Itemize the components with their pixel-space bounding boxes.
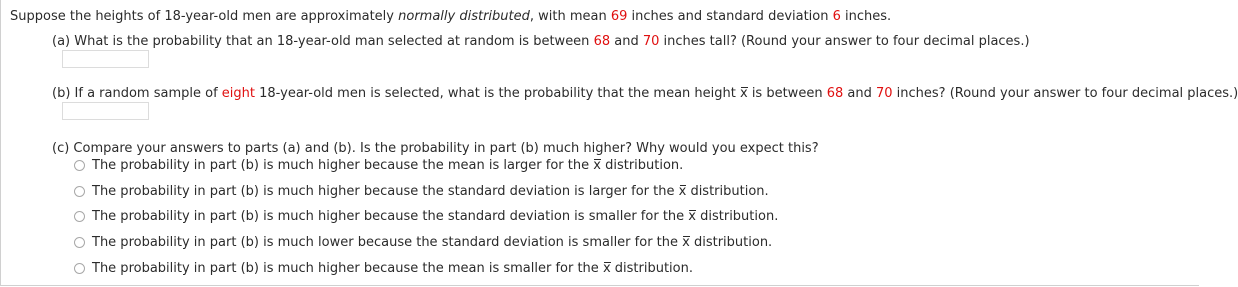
x-bar-symbol: x bbox=[682, 235, 690, 250]
x-bar-symbol: x bbox=[688, 209, 696, 224]
option-2-radio[interactable] bbox=[74, 186, 85, 197]
part-b-text: is between bbox=[747, 86, 827, 101]
x-bar-symbol: x bbox=[678, 184, 687, 199]
part-b-answer-input[interactable] bbox=[62, 102, 149, 120]
part-a-text: and bbox=[610, 34, 643, 49]
part-b-low-value: 68 bbox=[826, 86, 844, 101]
mean-value: 69 bbox=[610, 9, 628, 24]
option-3-radio[interactable] bbox=[74, 211, 85, 222]
option-text: distribution. bbox=[600, 158, 684, 173]
part-a-high-value: 70 bbox=[642, 34, 660, 49]
option-1-radio[interactable] bbox=[74, 160, 85, 171]
problem-intro bbox=[10, 9, 891, 25]
option-2-label[interactable] bbox=[92, 184, 769, 200]
option-text: distribution. bbox=[689, 235, 773, 250]
part-b-high-value: 70 bbox=[875, 86, 893, 101]
part-a-answer-input[interactable] bbox=[62, 50, 149, 68]
option-text: distribution. bbox=[695, 209, 779, 224]
part-c-question: (c) Compare your answers to parts (a) and (b). Is the probability in part (b) much higher? Why would you expect this? bbox=[52, 141, 819, 156]
sample-size-value: eight bbox=[221, 86, 255, 101]
part-a-question bbox=[52, 34, 1030, 50]
sd-value: 6 bbox=[832, 9, 841, 24]
option-4-label[interactable] bbox=[92, 235, 772, 251]
option-4-radio[interactable] bbox=[74, 237, 85, 248]
option-text: distribution. bbox=[610, 261, 693, 276]
option-5-radio[interactable] bbox=[74, 263, 85, 274]
part-a-text: (a) What is the probability that an 18-year-old man selected at random is between bbox=[52, 34, 594, 49]
x-bar-symbol: x bbox=[593, 158, 601, 173]
part-b-text: 18-year-old men is selected, what is the probability that the mean height bbox=[254, 86, 740, 101]
part-b-question bbox=[52, 86, 1238, 102]
option-text: The probability in part (b) is much higher because the mean is smaller for the bbox=[92, 261, 603, 276]
part-b-text: (b) If a random sample of bbox=[52, 86, 222, 101]
intro-text: , with mean bbox=[529, 9, 611, 24]
intro-text: inches. bbox=[840, 9, 892, 24]
option-text: The probability in part (b) is much lower because the standard deviation is smaller for the bbox=[92, 235, 683, 250]
part-b-text: and bbox=[843, 86, 876, 101]
part-b-text: inches? (Round your answer to four decimal places.) bbox=[892, 86, 1238, 101]
part-a-text: inches tall? (Round your answer to four decimal places.) bbox=[659, 34, 1030, 49]
option-text: The probability in part (b) is much higher because the standard deviation is larger for the bbox=[92, 184, 679, 199]
option-text: The probability in part (b) is much higher because the standard deviation is smaller for the bbox=[92, 209, 689, 224]
part-a-low-value: 68 bbox=[593, 34, 611, 49]
option-1-label[interactable] bbox=[92, 158, 683, 174]
intro-text: Suppose the heights of 18-year-old men are approximately bbox=[10, 9, 399, 24]
x-bar-symbol: x bbox=[739, 86, 748, 101]
x-bar-symbol: x bbox=[602, 261, 611, 276]
option-3-label[interactable] bbox=[92, 209, 778, 225]
option-text: distribution. bbox=[686, 184, 769, 199]
option-5-label[interactable] bbox=[92, 261, 693, 277]
option-text: The probability in part (b) is much higher because the mean is larger for the bbox=[92, 158, 594, 173]
intro-emphasis: normally distributed bbox=[398, 9, 530, 24]
intro-text: inches and standard deviation bbox=[627, 9, 833, 24]
